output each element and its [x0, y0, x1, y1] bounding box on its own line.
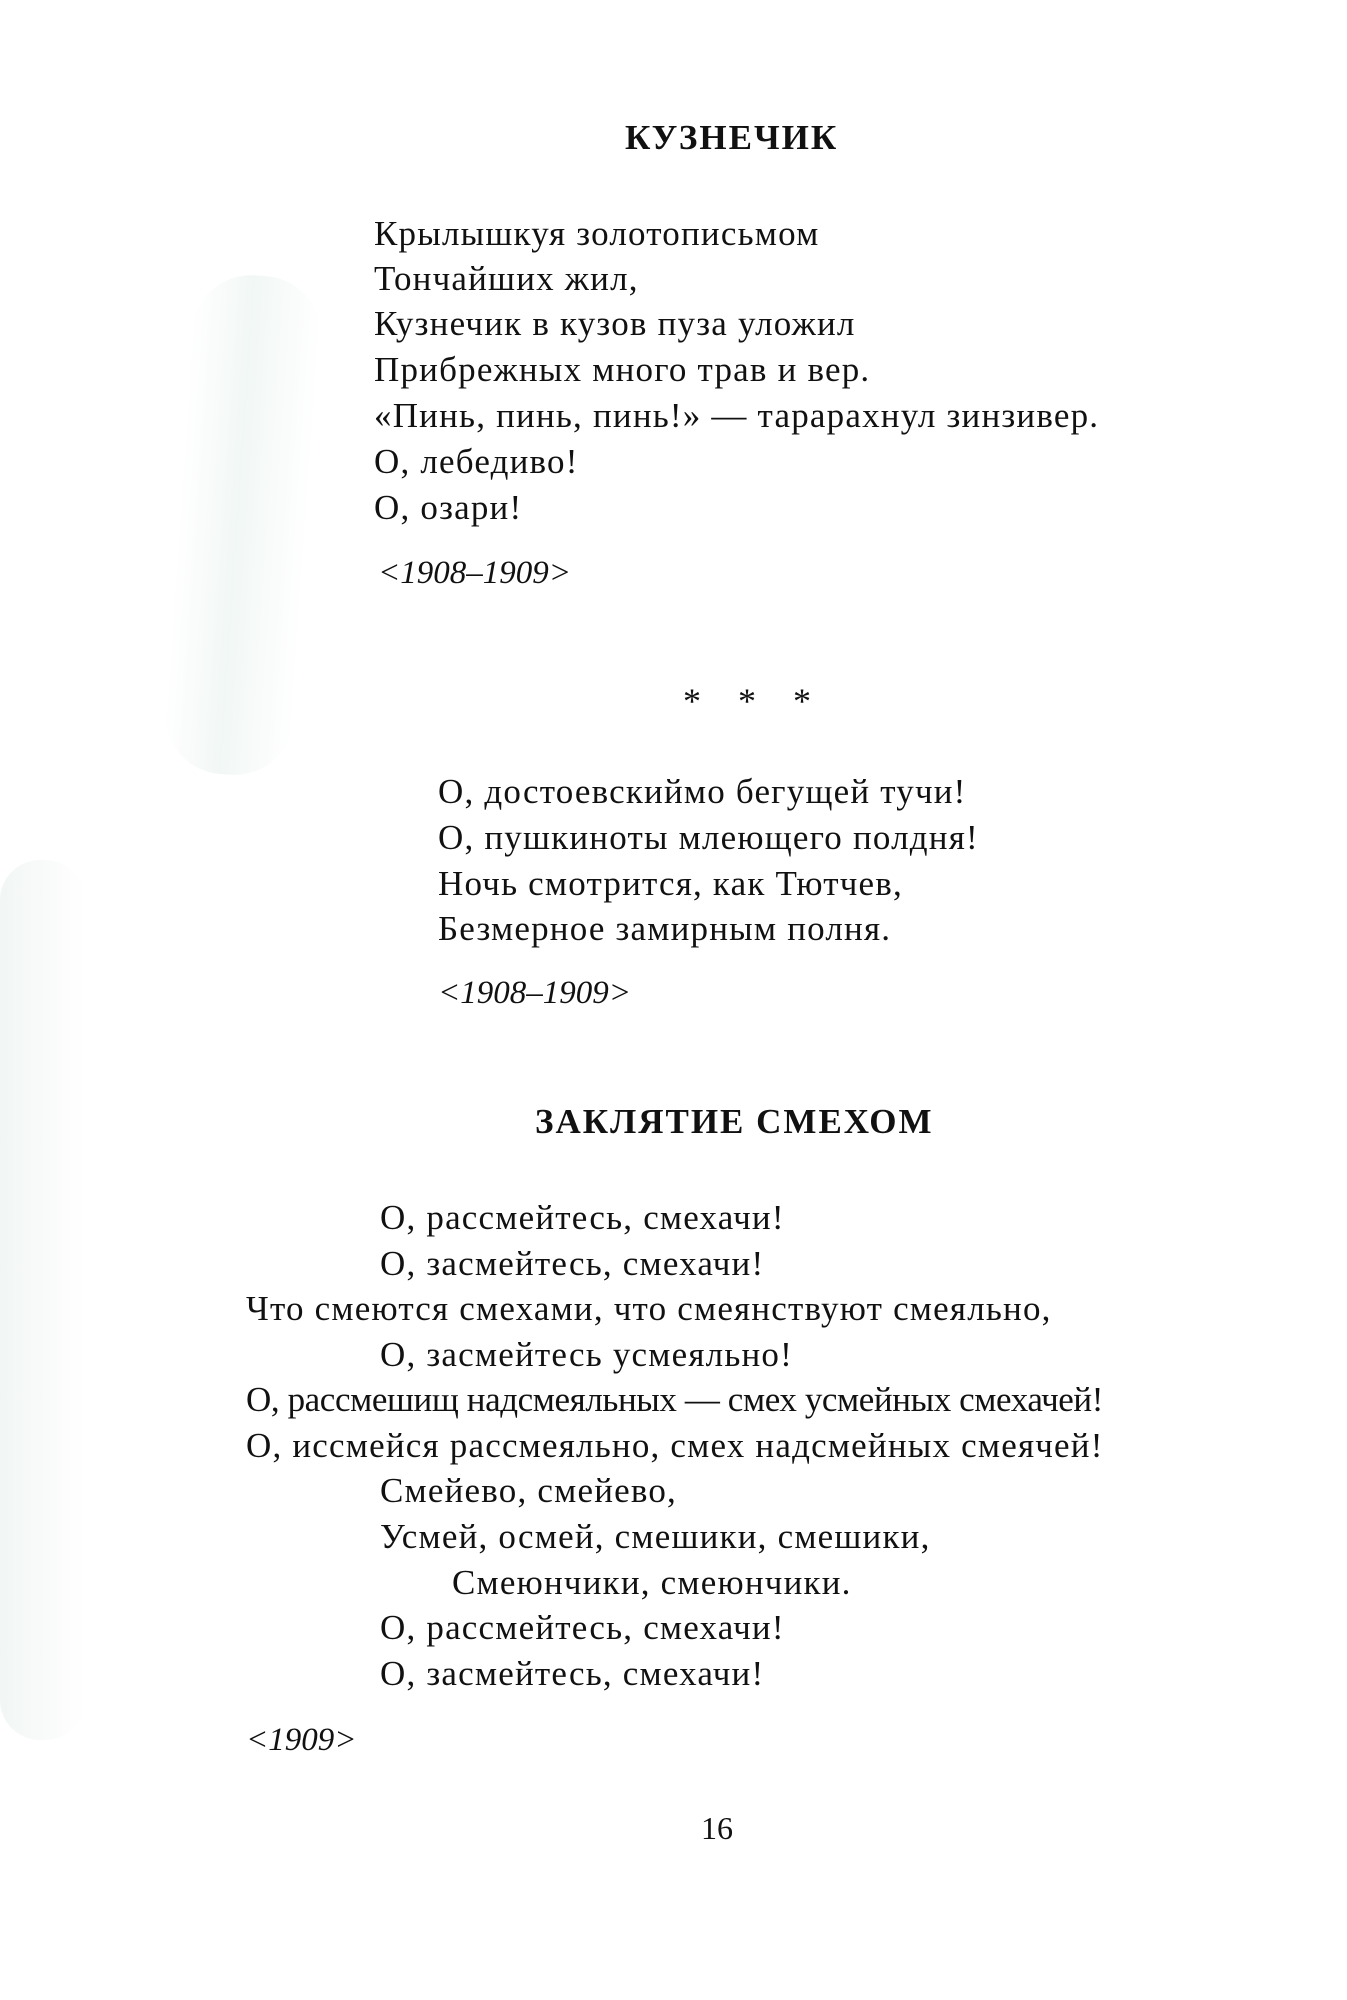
poem-line: О, рассмейтесь, смехачи!: [380, 1608, 785, 1647]
page-number: 16: [701, 1810, 733, 1846]
poem-line: О, достоевскиймо бегущей тучи!: [438, 772, 967, 811]
poem-line: Смеюнчики, смеюнчики.: [452, 1563, 852, 1602]
poem-date: <1908–1909>: [438, 975, 632, 1011]
poem-line: О, рассмейтесь, смехачи!: [380, 1198, 785, 1237]
scan-smudge: [161, 271, 326, 779]
poem-line: О, пушкиноты млеющего полдня!: [438, 818, 979, 857]
poem-line: О, иссмейся рассмеяльно, смех надсмейных смеячей!: [246, 1426, 1104, 1465]
poem-line: «Пинь, пинь, пинь!» — тарарахнул зинзивер.: [374, 396, 1100, 435]
poem-line: О, озари!: [374, 488, 523, 527]
poem-line: Крылышкуя золотописьмом: [374, 214, 820, 253]
poem-line: Ночь смотрится, как Тютчев,: [438, 864, 903, 903]
poem-line: Что смеются смехами, что смеянствуют смеяльно,: [246, 1289, 1052, 1328]
poem-line: Безмерное замирным полня.: [438, 909, 892, 948]
poem-date: <1908–1909>: [378, 555, 572, 591]
poem-title: КУЗНЕЧИК: [625, 118, 839, 157]
poem-title: ЗАКЛЯТИЕ СМЕХОМ: [535, 1102, 934, 1141]
separator-asterisks: * * *: [683, 681, 825, 721]
poem-date: <1909>: [246, 1722, 357, 1758]
poem-line: Прибрежных много трав и вер.: [374, 350, 871, 389]
poem-line: О, засмейтесь, смехачи!: [380, 1654, 765, 1693]
poem-line: О, лебедиво!: [374, 442, 579, 481]
poem-line: Усмей, осмей, смешики, смешики,: [380, 1517, 931, 1556]
poem-line: О, засмейтесь, смехачи!: [380, 1244, 765, 1283]
scan-smudge: [0, 860, 85, 1740]
poem-line: Смейево, смейево,: [380, 1471, 677, 1510]
poem-line: Тончайших жил,: [374, 259, 639, 298]
poem-line: Кузнечик в кузов пуза уложил: [374, 304, 856, 343]
poem-line: О, рассмешищ надсмеяльных — смех усмейных смехачей!: [246, 1380, 1104, 1419]
poem-line: О, засмейтесь усмеяльно!: [380, 1335, 793, 1374]
